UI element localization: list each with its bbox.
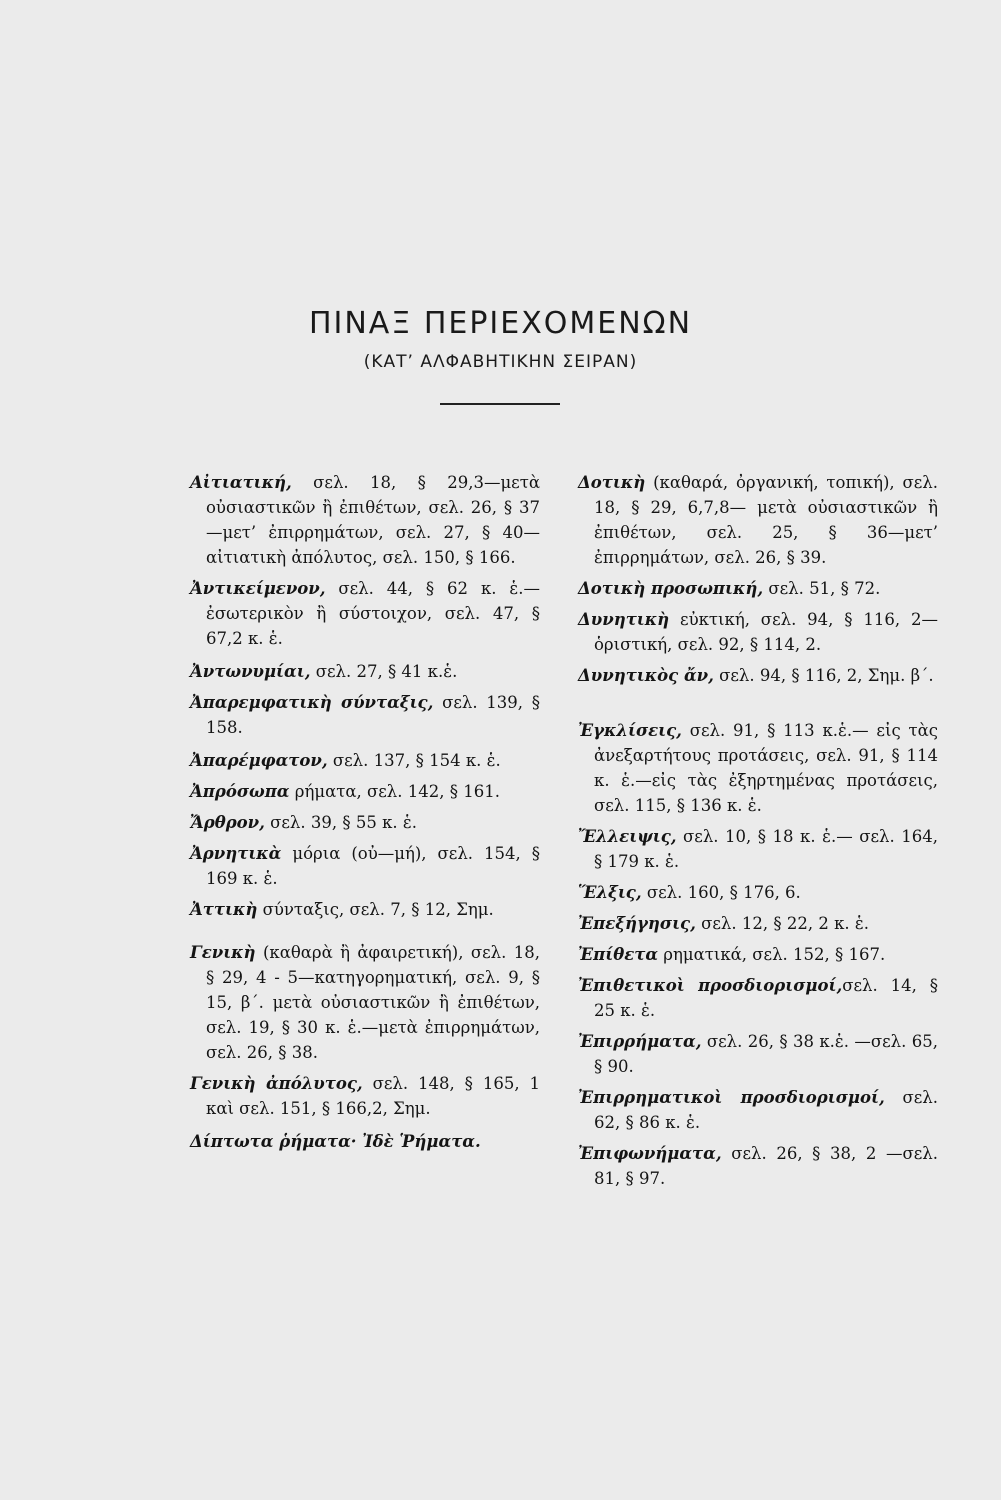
index-entry: [578, 1141, 938, 1191]
index-entry: [190, 576, 540, 651]
entry-refs: σελ. 160, § 176, 6.: [641, 883, 801, 902]
entry-term: Δυνητικὴ: [578, 610, 670, 629]
index-entry: [190, 1129, 540, 1154]
index-entry: [578, 880, 938, 905]
entry-refs: σελ. 91, § 113 κ.ἑ.— εἰς τὰς ἀνεξαρτήτους προτάσεις, σελ. 91, § 114 κ. ἑ.—εἰς τὰς ἐξηρτημένας προτάσεις, σελ. 115, § 136 κ. ἑ.: [594, 721, 938, 815]
page-title: ΠΙΝΑΞ ΠΕΡΙΕΧΟΜΕΝΩΝ: [308, 306, 693, 341]
entry-refs: (καθαρὰ ἢ ἀφαιρετική), σελ. 18, § 29, 4 - 5—κατηγορηματική, σελ. 9, § 15, β΄. μετὰ οὐσιαστικῶν ἢ ἐπιθέτων, σελ. 19, § 30 κ. ἑ.—μετὰ ἐπιρρημάτων, σελ. 26, § 38.: [206, 943, 540, 1062]
index-entry: [190, 748, 540, 773]
entry-refs: σελ. 14, § 25 κ. ἑ.: [594, 976, 938, 1020]
index-entry: [578, 973, 938, 1023]
entry-refs: σύνταξις, σελ. 7, § 12, Σημ.: [257, 900, 494, 919]
index-entry: [578, 911, 938, 936]
entry-refs: σελ. 10, § 18 κ. ἑ.— σελ. 164, § 179 κ. ἑ.: [594, 827, 938, 871]
entry-refs: σελ. 94, § 116, 2, Σημ. β΄.: [713, 666, 934, 685]
entry-term: Ἀντικείμενον,: [190, 579, 326, 598]
entry-refs: σελ. 26, § 38, 2 —σελ. 81, § 97.: [594, 1144, 938, 1188]
entry-term: Ἀπρόσωπα: [190, 782, 290, 801]
index-left-column: [190, 470, 540, 1160]
index-entry: [190, 841, 540, 891]
entry-refs: σελ. 139, § 158.: [206, 693, 540, 737]
entry-term: Γενικὴ ἀπόλυτος,: [190, 1074, 363, 1093]
entry-term: Ἕλξις,: [578, 883, 642, 902]
index-entry: [190, 659, 540, 684]
entry-refs: (καθαρά, ὀργανική, τοπική), σελ. 18, § 29, 6,7,8— μετὰ οὐσιαστικῶν ἢ ἐπιθέτων, σελ. 25, § 36—μετ’ ἐπιρρημάτων, σελ. 26, § 39.: [594, 473, 938, 567]
page-subtitle: (ΚΑΤ’ ΑΛΦΑΒΗΤΙΚΗΝ ΣΕΙΡΑΝ): [363, 352, 638, 372]
index-entry: [578, 470, 938, 570]
entry-term: Ἀπαρεμφατικὴ σύνταξις,: [190, 693, 434, 712]
entry-refs: σελ. 18, § 29,3—μετὰ οὐσιαστικῶν ἢ ἐπιθέτων, σελ. 26, § 37—μετ’ ἐπιρρημάτων, σελ. 27, § 40—αἰτιατικὴ ἀπόλυτος, σελ. 150, § 166.: [206, 473, 540, 567]
title-divider: [440, 403, 560, 405]
entry-refs: σελ. 44, § 62 κ. ἑ.—ἐσωτερικὸν ἢ σύστοιχον, σελ. 47, § 67,2 κ. ἑ.: [206, 579, 540, 648]
entry-term: Ἐπιφωνήματα,: [578, 1144, 722, 1163]
entry-term: Ἐπιθετικοὶ προσδιορισμοί,: [578, 976, 843, 995]
index-entry: [578, 576, 938, 601]
index-entry: [190, 779, 540, 804]
index-right-column: [578, 470, 938, 1197]
entry-refs: σελ. 39, § 55 κ. ἑ.: [264, 813, 418, 832]
entry-term: Ἐπεξήγησις,: [578, 914, 696, 933]
entry-term: Γενικὴ: [190, 943, 256, 962]
index-entry: [578, 824, 938, 874]
entry-refs: σελ. 62, § 86 κ. ἑ.: [594, 1088, 938, 1132]
index-entry: [578, 942, 938, 967]
index-entry: [578, 718, 938, 818]
entry-term: Δοτικὴ προσωπική,: [578, 579, 764, 598]
entry-term: Δυνητικὸς ἄν,: [578, 666, 714, 685]
entry-term: Ἔλλειψις,: [578, 827, 677, 846]
index-entry: [190, 810, 540, 835]
entry-refs: σελ. 26, § 38 κ.ἑ. —σελ. 65, § 90.: [594, 1032, 938, 1076]
entry-term: Ἄρθρον,: [190, 813, 265, 832]
entry-refs: σελ. 27, § 41 κ.ἑ.: [310, 662, 458, 681]
entry-refs: σελ. 148, § 165, 1 καὶ σελ. 151, § 166,2, Σημ.: [206, 1074, 540, 1118]
entry-term: Ἐπίθετα: [578, 945, 659, 964]
entry-refs: σελ. 51, § 72.: [763, 579, 881, 598]
entry-refs: ρηματικά, σελ. 152, § 167.: [658, 945, 886, 964]
index-entry: [578, 1029, 938, 1079]
entry-term: Ἐπιρρήματα,: [578, 1032, 702, 1051]
entry-term: Ἐγκλίσεις,: [578, 721, 682, 740]
entry-refs: σελ. 137, § 154 κ. ἑ.: [327, 751, 501, 770]
index-entry: [578, 663, 938, 688]
entry-term: Ἀπαρέμφατον,: [190, 751, 328, 770]
entry-refs: σελ. 12, § 22, 2 κ. ἑ.: [695, 914, 869, 933]
entry-term: Ἀρνητικὰ: [190, 844, 282, 863]
entry-term: Ἀντωνυμίαι,: [190, 662, 311, 681]
entry-term: Αἰτιατική,: [190, 473, 292, 492]
entry-term: Δοτικὴ: [578, 473, 646, 492]
index-entry: [190, 897, 540, 922]
entry-term: Ἀττικὴ: [190, 900, 258, 919]
index-entry: [578, 1085, 938, 1135]
index-entry: [190, 1071, 540, 1121]
index-entry: [578, 607, 938, 657]
entry-term: Ἐπιρρηματικοὶ προσδιορισμοί,: [578, 1088, 885, 1107]
entry-refs: εὐκτική, σελ. 94, § 116, 2—ὁριστική, σελ. 92, § 114, 2.: [594, 610, 938, 654]
entry-refs: μόρια (οὐ—μή), σελ. 154, § 169 κ. ἑ.: [206, 844, 540, 888]
entry-term: Δίπτωτα ῥήματα· Ἰδὲ Ῥήματα.: [190, 1132, 481, 1151]
index-entry: [190, 690, 540, 740]
index-entry: [190, 940, 540, 1065]
entry-refs: ρήματα, σελ. 142, § 161.: [289, 782, 500, 801]
index-entry: [190, 470, 540, 570]
